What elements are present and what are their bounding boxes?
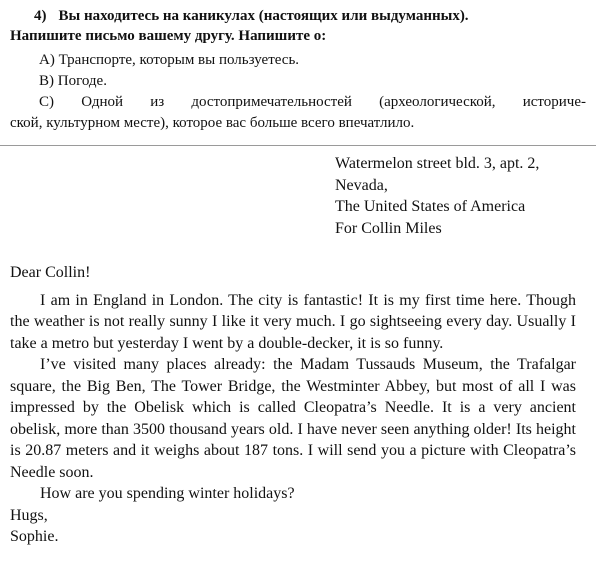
task-heading-line-2: Напишите письмо вашему другу. Напишите о: [10, 28, 327, 44]
task-items [10, 50, 586, 134]
address-line-country: The United States of America [335, 198, 526, 215]
letter-signature: Sophie. [10, 528, 59, 545]
task-heading [10, 6, 586, 46]
address-line-recipient: For Collin Miles [335, 219, 442, 237]
task-item-c-line-1: C) Одной из достопримечательностей (археологической, историче- [39, 94, 586, 110]
task-heading-text-1: Вы находитесь на каникулах (настоящих или выдуманных). [58, 8, 469, 24]
task-item-b: B) Погоде. [39, 73, 107, 89]
letter-paragraph-1: I am in England in London. The city is fantastic! It is my first time here. Though the weather is not really sunny I like it very much. I go sightseeing every day. Usually I take a metro but yesterday I went by a double-decker, it is so funny. [10, 291, 576, 352]
task-item-a: A) Транспорте, которым вы пользуетесь. [39, 52, 300, 68]
address-line-state: Nevada, [335, 176, 388, 194]
address-line-street: Watermelon street bld. 3, apt. 2, [335, 155, 540, 172]
letter-paragraph-2: I’ve visited many places already: the Madam Tussauds Museum, the Trafalgar square, the Big Ben, The Tower Bridge, the Westminter Abbey, but most of all I was impressed by the Obelisk which is called Cleopatra’s Needle. It is a very ancient obelisk, more than 3500 thousand years old. I have never seen anything older! Its height is 20.87 meters and it weighs about 187 tons. I will send you a picture with Cleopatra’s Needle soon. [10, 356, 576, 481]
task-number: 4) [34, 8, 47, 24]
letter-greeting: Dear Collin! [10, 264, 91, 281]
address-block [335, 153, 539, 239]
task-item-c-line-2: ской, культурном месте), которое вас больше всего впечатлило. [10, 115, 415, 131]
task-heading-line-1 [10, 6, 586, 26]
letter-body [10, 262, 576, 548]
letter-signoff: Hugs, [10, 506, 48, 524]
section-divider [0, 145, 596, 146]
letter-question: How are you spending winter holidays? [40, 485, 295, 502]
